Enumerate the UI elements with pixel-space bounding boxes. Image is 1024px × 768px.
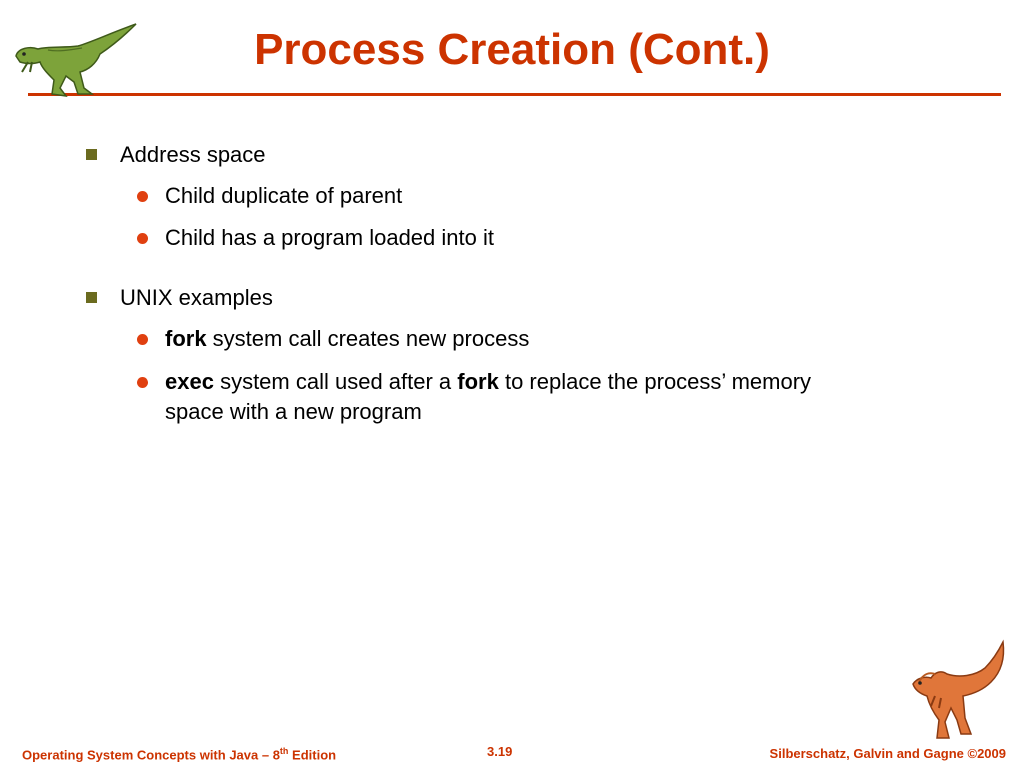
- slide-title: Process Creation (Cont.): [254, 25, 770, 74]
- keyword-exec: exec: [165, 369, 214, 394]
- round-bullet-icon: [137, 377, 148, 388]
- square-bullet-icon: [86, 149, 97, 160]
- sub-bullet-child-duplicate: [165, 181, 945, 211]
- footer-copyright: Silberschatz, Galvin and Gagne ©2009: [769, 746, 1006, 761]
- sub-bullet-text: Child has a program loaded into it: [165, 225, 494, 250]
- sub-bullet-text: to replace the process’ memory: [498, 369, 812, 394]
- sub-bullet-text: Child duplicate of parent: [165, 183, 403, 208]
- sub-bullet-fork: [165, 324, 945, 354]
- sub-bullet-text: system call creates new process: [206, 326, 530, 351]
- round-bullet-icon: [137, 191, 148, 202]
- sub-bullet-text-continued: space with a new program: [165, 399, 422, 424]
- bullet-text: Address space: [120, 142, 266, 167]
- square-bullet-icon: [86, 292, 97, 303]
- keyword-fork: fork: [457, 369, 499, 394]
- footer-book-title: Operating System Concepts with Java – 8th Edition: [22, 746, 337, 763]
- keyword-fork: fork: [165, 326, 207, 351]
- footer-page-number: 3.19: [487, 744, 513, 759]
- sub-bullet-child-program: [165, 223, 945, 253]
- sub-bullet-text: system call used after a: [213, 369, 458, 394]
- sub-bullet-exec: [165, 367, 945, 427]
- round-bullet-icon: [137, 233, 148, 244]
- bullet-text: UNIX examples: [120, 285, 273, 310]
- bullet-address-space: [120, 142, 266, 168]
- bullet-unix-examples: [120, 285, 273, 311]
- round-bullet-icon: [137, 334, 148, 345]
